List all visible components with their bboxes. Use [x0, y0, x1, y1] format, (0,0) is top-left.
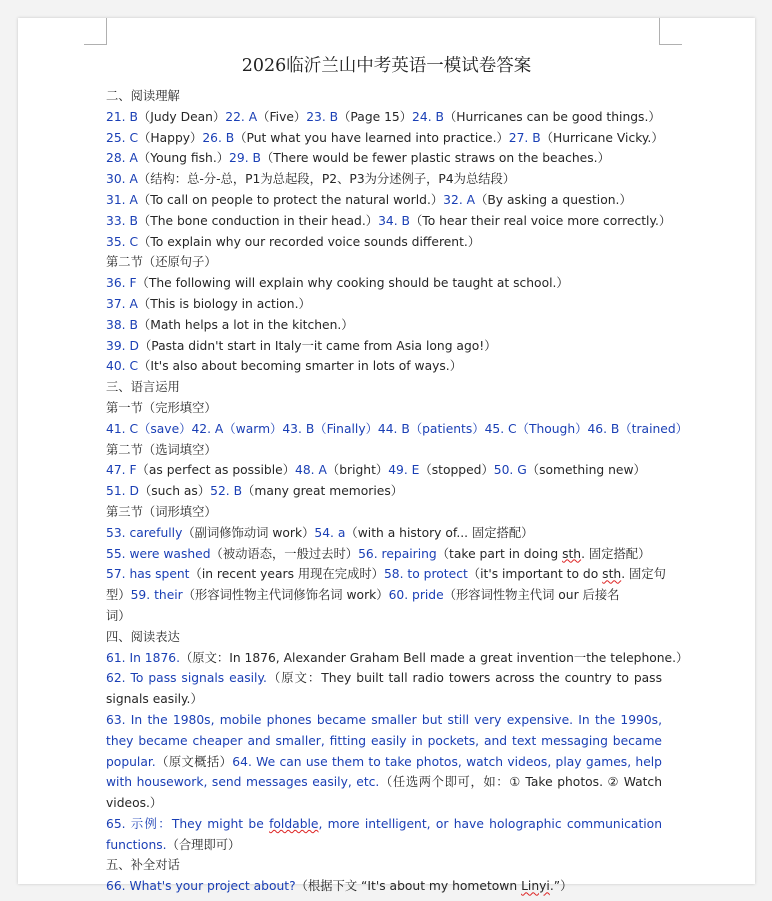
- answer-line: 51. D（such as）52. B（many great memories）: [106, 484, 404, 499]
- spellcheck-underline: Linyi: [521, 879, 550, 894]
- answer-line: 66. What's your project about?（根据下文 “It's about my hometown Linyi.”）: [106, 879, 573, 894]
- answer-line: 37. A（This is biology in action.）: [106, 296, 311, 311]
- section-heading: 三、语言运用: [106, 380, 180, 395]
- spellcheck-underline: foldable: [269, 816, 319, 831]
- document-title: 2026临沂兰山中考英语一模试卷答案: [241, 56, 532, 76]
- answer-line: 40. C（It's also about becoming smarter in lots of ways.）: [106, 359, 463, 374]
- answer-line: 38. B（Math helps a lot in the kitchen.）: [106, 317, 354, 332]
- answer-line: 21. B（Judy Dean）22. A（Five）23. B（Page 15）24. B（Hurricanes can be good things.）: [106, 109, 661, 124]
- answer-line: 39. D（Pasta didn't start in Italy一it came from Asia long ago!）: [106, 338, 497, 353]
- spellcheck-underline: sth: [602, 567, 622, 582]
- margin-corner-mark-right: [659, 18, 682, 45]
- answer-line: 型）59. their（形容词性物主代词修饰名词 work）60. pride（形容词性物主代词 our 后接名: [106, 588, 620, 603]
- document-body: [106, 86, 689, 897]
- answer-line: 61. In 1876.（原文：In 1876, Alexander Graham Bell made a great invention一the telephone.）: [106, 650, 689, 665]
- section-heading: 五、补全对话: [106, 858, 180, 873]
- answer-line: 55. were washed（被动语态，一般过去时）56. repairing（take part in doing sth. 固定搭配）: [106, 546, 651, 561]
- answer-paragraph: 63. In the 1980s, mobile phones became smaller but still very expensive. In the 1990s, they became cheaper and smaller, fitting easily in pockets, and text messaging became popular.（原文概括）64. We can use them to take photos, watch videos, play games, help with housework, send messages easily, etc.（任选两个即可，如：① Take photos. ② Watch videos.）: [106, 712, 662, 811]
- subsection-heading: 第二节（还原句子）: [106, 255, 217, 270]
- answer-paragraph: 65. 示例：They might be foldable, more intelligent, or have holographic communication functions.（合理即可）: [106, 816, 662, 852]
- answer-line: 47. F（as perfect as possible）48. A（bright）49. E（stopped）50. G（something new）: [106, 463, 646, 478]
- subsection-heading: 第三节（词形填空）: [106, 504, 217, 519]
- margin-corner-mark-left: [84, 18, 107, 45]
- answer-line: 57. has spent（in recent years 用现在完成时）58. to protect（it's important to do sth. 固定句: [106, 567, 666, 582]
- answer-line: 30. A（结构：总-分-总，P1为总起段，P2、P3为分述例子，P4为总结段）: [106, 172, 516, 187]
- subsection-heading: 第二节（选词填空）: [106, 442, 217, 457]
- answer-line: 35. C（To explain why our recorded voice sounds different.）: [106, 234, 481, 249]
- section-heading: 四、阅读表达: [106, 629, 180, 644]
- document-page[interactable]: [18, 18, 755, 894]
- answer-line: 33. B（The bone conduction in their head.）34. B（To hear their real voice more correctly.）: [106, 213, 672, 228]
- answer-line: 36. F（The following will explain why cooking should be taught at school.）: [106, 276, 569, 291]
- answer-line: 28. A（Young fish.）29. B（There would be fewer plastic straws on the beaches.）: [106, 151, 610, 166]
- answer-line: 41. C（save）42. A（warm）43. B（Finally）44. B（patients）45. C（Though）46. B（trained）: [106, 421, 688, 436]
- answer-line: 31. A（To call on people to protect the natural world.）32. A（By asking a question.）: [106, 192, 632, 207]
- answer-line: 词）: [106, 608, 131, 623]
- subsection-heading: 第一节（完形填空）: [106, 400, 217, 415]
- spellcheck-underline: sth: [562, 546, 582, 561]
- section-heading: 二、阅读理解: [106, 89, 180, 103]
- answer-line: 53. carefully（副词修饰动词 work）54. a（with a history of... 固定搭配）: [106, 525, 534, 540]
- answer-paragraph: 62. To pass signals easily.（原文：They built tall radio towers across the country to pass signals easily.）: [106, 671, 662, 707]
- answer-line: 25. C（Happy）26. B（Put what you have learned into practice.）27. B（Hurricane Vicky.）: [106, 130, 664, 145]
